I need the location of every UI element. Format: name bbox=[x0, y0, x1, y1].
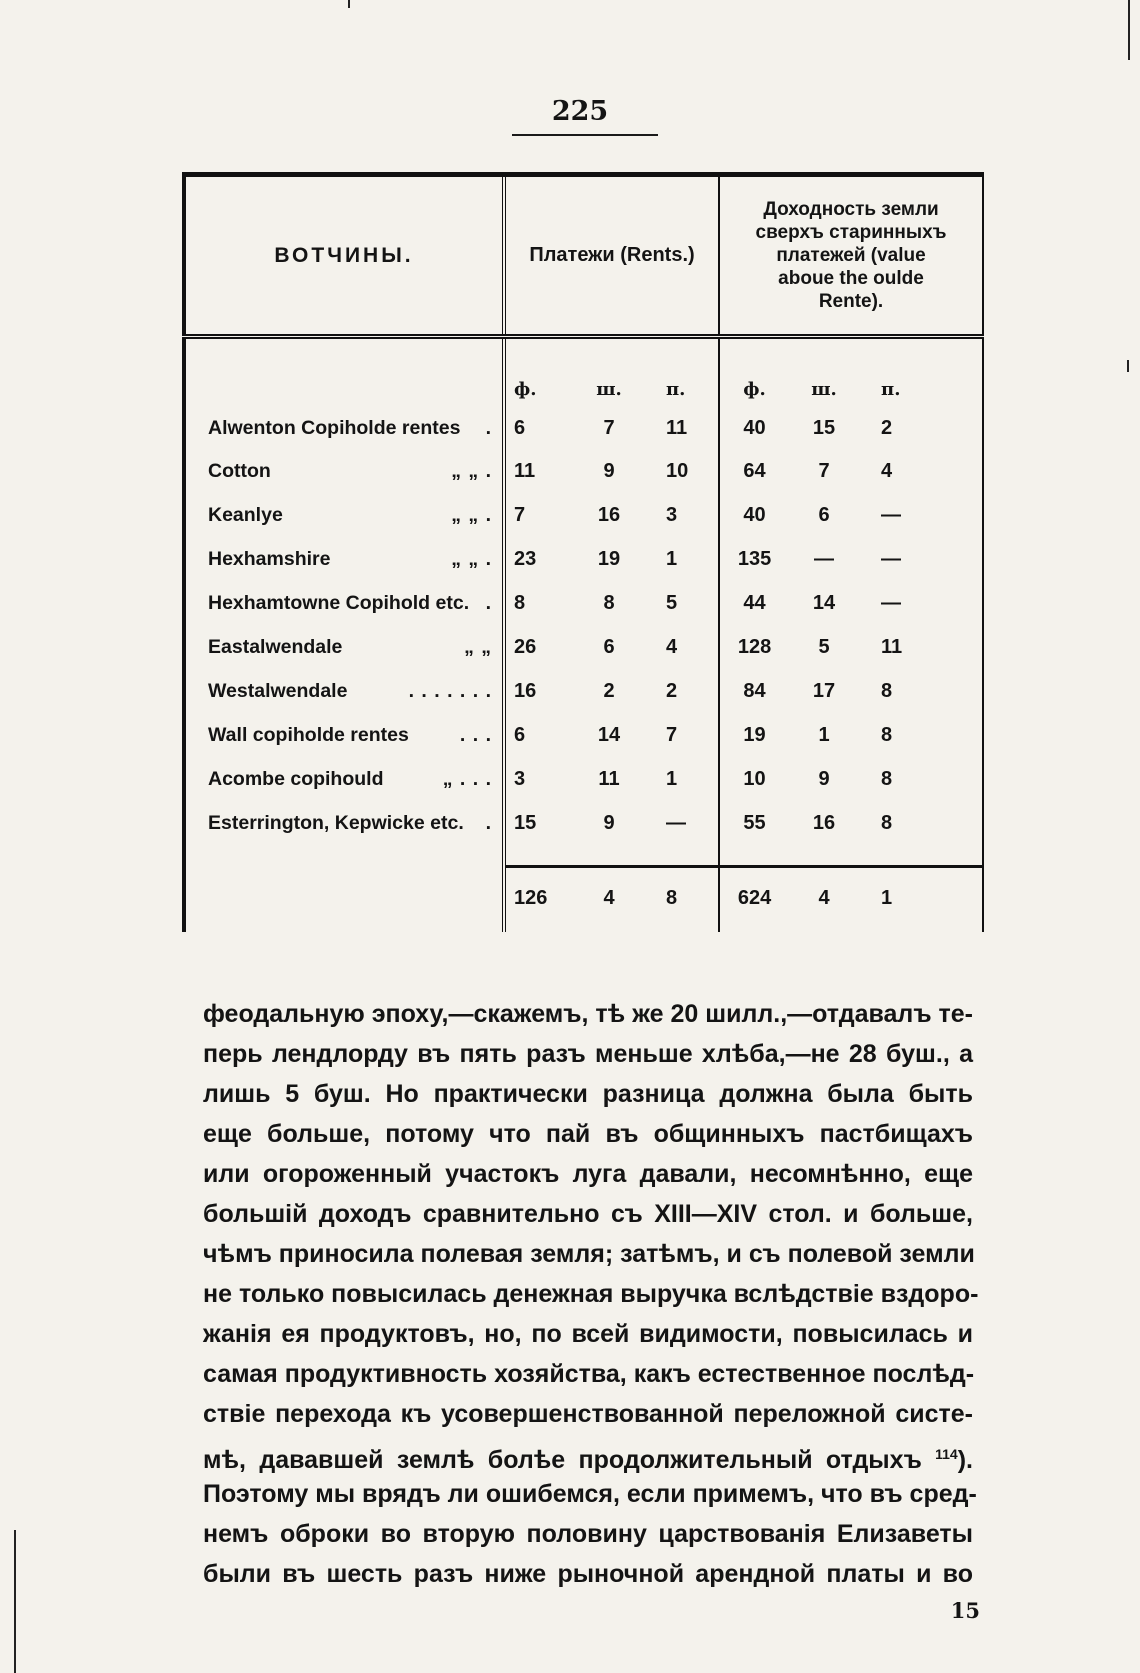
text-line: жанія ея продуктовъ, но, по всей видимости, повысилась и bbox=[203, 1320, 973, 1348]
rents-pence: 4 bbox=[666, 636, 678, 659]
estate-name-text: Esterrington, Kepwicke etc. bbox=[208, 811, 464, 834]
estate-name-text: Hexhamshire bbox=[208, 548, 331, 571]
text-line: или огороженный участокъ луга давали, несомнѣнно, еще bbox=[203, 1160, 973, 1188]
estate-name-text: Cotton bbox=[208, 460, 271, 483]
page-number-rule bbox=[512, 134, 658, 136]
leader-marks: „ „ . bbox=[451, 460, 492, 483]
text-line: Поэтому мы врядъ ли ошибемся, если примемъ, что въ сред- bbox=[203, 1480, 977, 1508]
table-row bbox=[184, 670, 983, 714]
rents-pounds: 15 bbox=[504, 801, 574, 845]
page-number: 225 bbox=[551, 96, 609, 127]
value-shillings: 17 bbox=[812, 679, 836, 702]
totals-blank bbox=[184, 867, 504, 929]
header-value-line: Rente). bbox=[818, 291, 884, 313]
rents-shillings: 11 bbox=[598, 767, 620, 790]
value-shillings: 6 bbox=[818, 504, 830, 527]
leader-marks: „ . . . bbox=[442, 767, 492, 790]
value-pounds: 44 bbox=[719, 582, 789, 626]
leader-marks: „ „ bbox=[464, 636, 492, 659]
estate-name-text: Eastalwendale bbox=[208, 636, 343, 659]
unit-label: ф. bbox=[719, 337, 789, 407]
value-pounds: 55 bbox=[719, 801, 789, 845]
rents-pence: 5 bbox=[666, 592, 678, 615]
table-header-row bbox=[184, 175, 983, 337]
estate-name bbox=[184, 450, 504, 494]
text-line: чѣмъ приносила полевая земля; затѣмъ, и съ полевой земли bbox=[203, 1240, 975, 1268]
rents-shillings: 7 bbox=[603, 416, 615, 439]
rents-shillings: 8 bbox=[603, 592, 615, 615]
text-line: ствіе перехода къ усовершенствованной переложной систе- bbox=[203, 1400, 973, 1428]
totals-row bbox=[184, 867, 983, 929]
estate-name bbox=[184, 582, 504, 626]
value-pence: 8 bbox=[859, 801, 983, 845]
estate-name-text: Alwenton Copiholde rentes bbox=[208, 416, 461, 439]
estate-name-text: Westalwendale bbox=[208, 679, 348, 702]
unit-label: п. bbox=[859, 337, 983, 407]
text-line: самая продуктивность хозяйства, какъ естественное послѣд- bbox=[203, 1360, 975, 1388]
header-value-line: сверхъ старинныхъ bbox=[755, 222, 947, 244]
table-row bbox=[184, 801, 983, 845]
value-pence: 2 bbox=[859, 406, 983, 450]
rents-pounds: 6 bbox=[504, 406, 574, 450]
estate-name bbox=[184, 757, 504, 801]
rents-pounds: 8 bbox=[504, 582, 574, 626]
text-line: перь лендлорду въ пять разъ меньше хлѣба,—не 28 буш., а bbox=[203, 1040, 973, 1068]
rents-shillings: 9 bbox=[603, 811, 615, 834]
rents-pence: 10 bbox=[666, 460, 689, 483]
unit-label: ф. bbox=[504, 337, 574, 407]
rents-pounds: 23 bbox=[504, 538, 574, 582]
scan-edge-mark bbox=[1128, 0, 1130, 60]
value-shillings: 1 bbox=[818, 723, 830, 746]
rents-shillings: 19 bbox=[597, 548, 621, 571]
header-value-line: платежей (value bbox=[776, 245, 926, 267]
scan-edge-mark bbox=[14, 1530, 16, 1673]
leader-marks: . bbox=[485, 811, 492, 834]
value-pence: 8 bbox=[859, 713, 983, 757]
rents-shillings: 2 bbox=[603, 679, 615, 702]
text-line: феодальную эпоху,—скажемъ, тѣ же 20 шилл.,—отдавалъ те- bbox=[203, 1000, 973, 1028]
rents-table bbox=[182, 172, 984, 932]
footnote-tail: ). bbox=[957, 1446, 973, 1474]
value-shillings: 16 bbox=[812, 811, 836, 834]
signature-mark: 15 bbox=[950, 1598, 980, 1623]
totals-separator bbox=[184, 845, 983, 867]
value-pence: — bbox=[859, 582, 983, 626]
text-line: еще больше, потому что пай въ общинныхъ пастбищахъ bbox=[203, 1120, 973, 1148]
text-line: большій доходъ сравнительно съ XIII—XIV стол. и больше, bbox=[203, 1200, 973, 1228]
value-shillings: 14 bbox=[812, 592, 836, 615]
estate-name-text: Hexhamtowne Copihold etc. bbox=[208, 592, 470, 615]
estate-name bbox=[184, 626, 504, 670]
value-pounds: 10 bbox=[719, 757, 789, 801]
rents-pounds: 26 bbox=[504, 626, 574, 670]
estate-name bbox=[184, 538, 504, 582]
rents-shillings: 6 bbox=[603, 636, 615, 659]
header-value bbox=[719, 175, 983, 337]
value-pence: 8 bbox=[859, 670, 983, 714]
total-rents-shillings: 4 bbox=[603, 886, 615, 909]
table-row bbox=[184, 626, 983, 670]
text-line: немъ оброки во вторую половину царствованія Елизаветы bbox=[203, 1520, 973, 1548]
units-row bbox=[184, 337, 983, 407]
table-row bbox=[184, 406, 983, 450]
rents-pence: 2 bbox=[666, 679, 678, 702]
value-pounds: 64 bbox=[719, 450, 789, 494]
table-row bbox=[184, 450, 983, 494]
units-blank bbox=[184, 337, 504, 407]
leader-marks: . bbox=[485, 592, 492, 615]
table-row bbox=[184, 757, 983, 801]
rents-pounds: 7 bbox=[504, 494, 574, 538]
estate-name-text: Wall copiholde rentes bbox=[208, 723, 409, 746]
table-tail bbox=[184, 928, 983, 932]
unit-label: ш. bbox=[596, 379, 622, 401]
estate-name-text: Keanlye bbox=[208, 504, 283, 527]
header-value-line: Доходность земли bbox=[763, 199, 939, 221]
unit-label: ш. bbox=[811, 379, 837, 401]
rents-pence: 7 bbox=[666, 723, 678, 746]
rents-pence: — bbox=[666, 811, 686, 834]
value-shillings: — bbox=[814, 548, 835, 571]
rents-pounds: 16 bbox=[504, 670, 574, 714]
rents-pence: 3 bbox=[666, 504, 678, 527]
rents-pence: 11 bbox=[666, 416, 688, 439]
body-text bbox=[203, 994, 979, 1594]
value-pence: 4 bbox=[859, 450, 983, 494]
rents-pounds: 6 bbox=[504, 713, 574, 757]
table-row bbox=[184, 713, 983, 757]
total-rents-pounds: 126 bbox=[504, 867, 574, 929]
leader-marks: „ „ . bbox=[451, 548, 492, 571]
rents-pence: 1 bbox=[666, 548, 678, 571]
value-pounds: 128 bbox=[719, 626, 789, 670]
value-shillings: 9 bbox=[818, 767, 830, 790]
table-row bbox=[184, 494, 983, 538]
value-pounds: 40 bbox=[719, 494, 789, 538]
table-row bbox=[184, 582, 983, 626]
table-row bbox=[184, 538, 983, 582]
text-line: не только повысилась денежная выручка вслѣдствіе вздоро- bbox=[203, 1280, 979, 1308]
estate-name bbox=[184, 713, 504, 757]
text-line: лишь 5 буш. Но практически разница должна была быть bbox=[203, 1080, 973, 1108]
value-shillings: 7 bbox=[818, 460, 830, 483]
total-value-pence: 1 bbox=[859, 867, 983, 929]
value-pounds: 84 bbox=[719, 670, 789, 714]
estate-name bbox=[184, 670, 504, 714]
rents-pence: 1 bbox=[666, 767, 678, 790]
text-line-with-footnote bbox=[203, 1434, 973, 1474]
leader-marks: . bbox=[485, 416, 492, 439]
total-value-pounds: 624 bbox=[719, 867, 789, 929]
rents-pounds: 11 bbox=[504, 450, 574, 494]
rents-shillings: 14 bbox=[597, 723, 621, 746]
rents-shillings: 16 bbox=[597, 504, 621, 527]
unit-label: п. bbox=[666, 379, 686, 401]
header-rents: Платежи (Rents.) bbox=[504, 175, 719, 337]
leader-marks: „ „ . bbox=[451, 504, 492, 527]
total-value-shillings: 4 bbox=[818, 886, 830, 909]
value-pounds: 40 bbox=[719, 406, 789, 450]
scan-edge-mark bbox=[348, 0, 350, 8]
total-rents-pence: 8 bbox=[666, 886, 678, 909]
rents-shillings: 9 bbox=[603, 460, 615, 483]
estate-name bbox=[184, 406, 504, 450]
value-pounds: 19 bbox=[719, 713, 789, 757]
value-shillings: 15 bbox=[812, 416, 836, 439]
value-pence: 11 bbox=[859, 626, 983, 670]
value-pence: 8 bbox=[859, 757, 983, 801]
value-pence: — bbox=[859, 538, 983, 582]
leader-marks: . . . . . . . bbox=[408, 679, 492, 702]
text-line: мѣ, дававшей землѣ болѣе продолжительный отдыхъ bbox=[203, 1446, 922, 1474]
leader-marks: . . . bbox=[459, 723, 492, 746]
header-estates: ВОТЧИНЫ. bbox=[184, 175, 504, 337]
text-line: были въ шесть разъ ниже рыночной арендной платы и во bbox=[203, 1560, 973, 1588]
rents-pounds: 3 bbox=[504, 757, 574, 801]
estate-name bbox=[184, 801, 504, 845]
footnote-ref: 114 bbox=[935, 1446, 958, 1462]
header-value-line: aboue the oulde bbox=[778, 268, 924, 290]
scan-edge-mark bbox=[1127, 360, 1129, 372]
value-pounds: 135 bbox=[719, 538, 789, 582]
value-shillings: 5 bbox=[818, 636, 830, 659]
table-body bbox=[184, 406, 983, 845]
estate-name bbox=[184, 494, 504, 538]
estate-name-text: Acombe copihould bbox=[208, 767, 384, 790]
value-pence: — bbox=[859, 494, 983, 538]
